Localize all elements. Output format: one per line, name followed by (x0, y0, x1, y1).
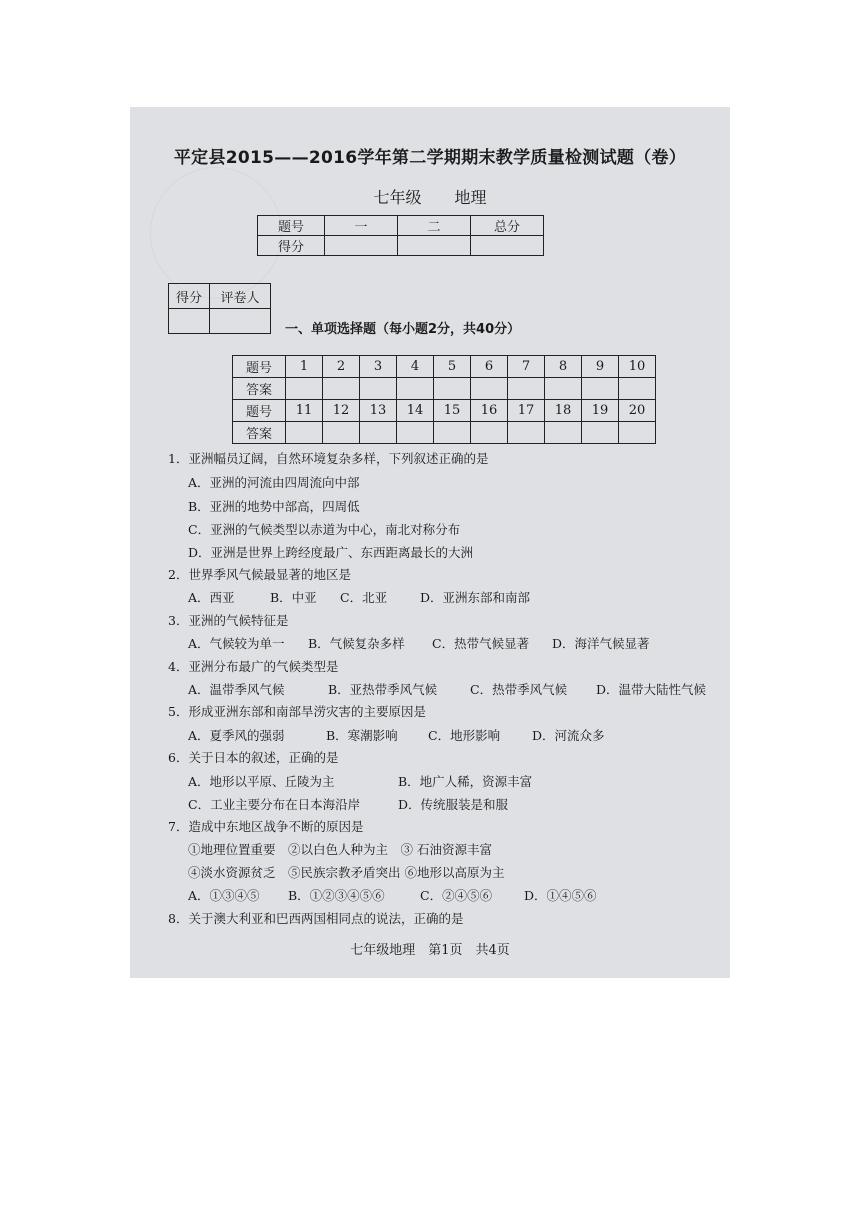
question-2-option-a: A．西亚 (188, 590, 235, 605)
question-2-option-d: D．亚洲东部和南部 (420, 590, 531, 605)
question-number-cell: 16 (471, 400, 508, 422)
question-4-option-c: C．热带季风气候 (470, 682, 568, 697)
answer-cell (286, 378, 323, 400)
exam-title: 平定县2015——2016学年第二学期期末教学质量检测试题（卷） (173, 148, 687, 168)
answer-cell (508, 422, 545, 444)
grader-name-cell (210, 309, 271, 334)
score-table-cell: 二 (398, 216, 471, 236)
answer-cell (323, 378, 360, 400)
question-1-option-c: C．亚洲的气候类型以赤道为中心，南北对称分布 (188, 522, 461, 537)
question-4-option-d: D．温带大陆性气候 (596, 682, 707, 697)
answer-cell (582, 378, 619, 400)
answer-cell (545, 422, 582, 444)
answer-cell (360, 378, 397, 400)
answer-cell (434, 422, 471, 444)
question-6-option-a: A．地形以平原、丘陵为主 (188, 774, 335, 789)
question-number-cell: 8 (545, 356, 582, 378)
answer-cell (397, 378, 434, 400)
question-number-cell: 12 (323, 400, 360, 422)
question-4-option-a: A．温带季风气候 (188, 682, 285, 697)
question-2-stem: 2．世界季风气候最显著的地区是 (168, 567, 351, 582)
answer-cell (360, 422, 397, 444)
question-number-cell: 3 (360, 356, 397, 378)
answer-cell (545, 378, 582, 400)
question-5-option-c: C．地形影响 (428, 728, 501, 743)
answer-table-number-row (233, 400, 656, 422)
answer-table-label: 答案 (233, 422, 286, 444)
score-table-cell: 总分 (471, 216, 544, 236)
answer-table-number-row (233, 356, 656, 378)
answer-cell (323, 422, 360, 444)
answer-cell (508, 378, 545, 400)
score-table-cell: 题号 (258, 216, 325, 236)
question-number-cell: 20 (619, 400, 656, 422)
score-table (257, 215, 544, 256)
question-number-cell: 6 (471, 356, 508, 378)
question-5-option-d: D．河流众多 (532, 728, 605, 743)
answer-cell (619, 422, 656, 444)
question-6-option-c: C．工业主要分布在日本海沿岸 (188, 797, 361, 812)
question-3-option-d: D．海洋气候显著 (552, 636, 650, 651)
question-2-option-b: B．中亚 (270, 590, 317, 605)
question-7-option-b: B．①②③④⑤⑥ (288, 888, 385, 903)
question-1-option-d: D．亚洲是世界上跨经度最广、东西距离最长的大洲 (188, 545, 474, 560)
question-5-option-b: B．寒潮影响 (326, 728, 398, 743)
question-1-stem: 1．亚洲幅员辽阔，自然环境复杂多样，下列叙述正确的是 (168, 451, 489, 466)
question-6-stem: 6．关于日本的叙述，正确的是 (168, 750, 339, 765)
question-3-option-b: B．气候复杂多样 (308, 636, 405, 651)
score-table-cell (398, 236, 471, 256)
score-table-cell (471, 236, 544, 256)
question-7-statements-line-2: ④淡水资源贫乏 ⑤民族宗教矛盾突出 ⑥地形以高原为主 (188, 865, 505, 880)
answer-table (232, 355, 656, 444)
question-number-cell: 17 (508, 400, 545, 422)
question-4-stem: 4．亚洲分布最广的气候类型是 (168, 659, 339, 674)
question-6-option-b: B．地广人稀，资源丰富 (398, 774, 533, 789)
score-table-cell: 一 (325, 216, 398, 236)
question-number-cell: 15 (434, 400, 471, 422)
answer-table-label: 题号 (233, 400, 286, 422)
section-heading: 一、单项选择题（每小题2分，共40分） (285, 322, 521, 337)
page-footer: 七年级地理 第1页 共4页 (350, 943, 510, 958)
question-number-cell: 1 (286, 356, 323, 378)
question-number-cell: 5 (434, 356, 471, 378)
exam-paper (130, 107, 730, 978)
grader-score-label: 得分 (169, 284, 210, 309)
score-table-cell: 得分 (258, 236, 325, 256)
answer-cell (471, 422, 508, 444)
exam-subtitle (130, 185, 730, 208)
question-3-option-a: A．气候较为单一 (188, 636, 285, 651)
question-7-option-c: C．②④⑤⑥ (420, 888, 493, 903)
answer-table-label: 题号 (233, 356, 286, 378)
question-5-option-a: A．夏季风的强弱 (188, 728, 285, 743)
question-1-option-b: B．亚洲的地势中部高，四周低 (188, 499, 360, 514)
question-8-stem: 8．关于澳大利亚和巴西两国相同点的说法，正确的是 (168, 911, 464, 926)
question-number-cell: 13 (360, 400, 397, 422)
question-7-option-d: D．①④⑤⑥ (524, 888, 597, 903)
answer-cell (286, 422, 323, 444)
grader-name-label: 评卷人 (210, 284, 271, 309)
answer-table-answer-row (233, 422, 656, 444)
subject-label: 地理 (454, 188, 487, 207)
grade-label: 七年级 (373, 188, 422, 207)
answer-cell (619, 378, 656, 400)
question-7-option-a: A．①③④⑤ (188, 888, 260, 903)
grader-table (168, 283, 271, 334)
question-number-cell: 10 (619, 356, 656, 378)
answer-cell (434, 378, 471, 400)
question-number-cell: 9 (582, 356, 619, 378)
question-5-stem: 5．形成亚洲东部和南部旱涝灾害的主要原因是 (168, 704, 426, 719)
question-3-stem: 3．亚洲的气候特征是 (168, 613, 289, 628)
answer-cell (582, 422, 619, 444)
answer-cell (397, 422, 434, 444)
question-7-statements-line-1: ①地理位置重要 ②以白色人种为主 ③ 石油资源丰富 (188, 842, 492, 857)
question-4-option-b: B．亚热带季风气候 (328, 682, 438, 697)
question-7-stem: 7．造成中东地区战争不断的原因是 (168, 819, 364, 834)
question-6-option-d: D．传统服装是和服 (398, 797, 509, 812)
score-table-cell (325, 236, 398, 256)
question-number-cell: 18 (545, 400, 582, 422)
question-1-option-a: A．亚洲的河流由四周流向中部 (188, 475, 360, 490)
question-3-option-c: C．热带气候显著 (432, 636, 530, 651)
answer-table-answer-row (233, 378, 656, 400)
question-number-cell: 11 (286, 400, 323, 422)
grader-score-cell (169, 309, 210, 334)
answer-cell (471, 378, 508, 400)
question-number-cell: 19 (582, 400, 619, 422)
question-number-cell: 2 (323, 356, 360, 378)
question-number-cell: 14 (397, 400, 434, 422)
answer-table-label: 答案 (233, 378, 286, 400)
question-number-cell: 7 (508, 356, 545, 378)
question-2-option-c: C．北亚 (340, 590, 388, 605)
question-number-cell: 4 (397, 356, 434, 378)
